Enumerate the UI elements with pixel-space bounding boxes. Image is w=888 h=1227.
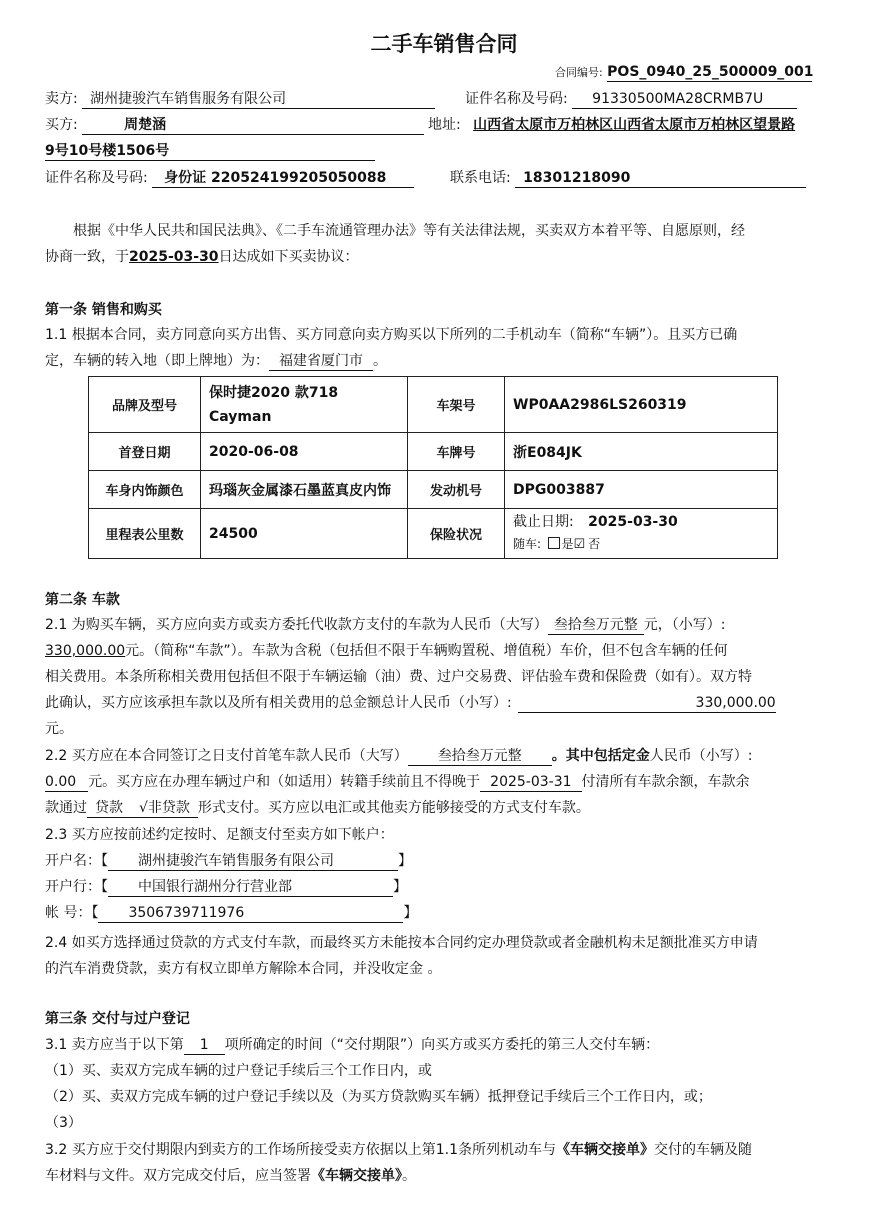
insurance-no-label: 否 <box>588 537 601 551</box>
no-loan-option: √非贷款 <box>131 799 198 818</box>
buyer-label: 买方: <box>45 117 78 133</box>
account-bank-close: 】 <box>393 879 407 895</box>
seller-id: 91330500MA28CRMB7U <box>572 90 797 109</box>
seller-label: 卖方: <box>45 91 78 107</box>
article-2-title: 第二条 车款 <box>45 592 120 608</box>
article-2-4-text-a: 2.4 如买方选择通过贷款的方式支付车款，而最终买方未能按本合同约定办理贷款或者金融机构未足额批准买方申请 <box>45 935 758 951</box>
mileage-label: 里程表公里数 <box>89 509 201 559</box>
buyer-address-row <box>428 115 795 135</box>
deposit-amount: 0.00 <box>45 773 88 792</box>
article-3-1-text-b: 项所确定的时间（“交付期限”）向买方或买方委托的第三人交付车辆： <box>224 1037 660 1053</box>
seller-row <box>45 89 435 109</box>
account-number-row <box>45 903 417 923</box>
vin-value: WP0AA2986LS260319 <box>505 377 778 433</box>
intro-paragraph <box>45 218 825 270</box>
loan-option: 贷款 <box>87 799 131 818</box>
article-3-item-3: （3） <box>45 1115 82 1131</box>
amount-chinese: 叁拾叁万元整 <box>548 616 644 635</box>
account-name-label: 开户名：【 <box>45 853 108 869</box>
engine-label: 发动机号 <box>408 471 505 509</box>
vin-label: 车架号 <box>408 377 505 433</box>
insurance-value <box>505 509 778 559</box>
payment-deadline: 2025-03-31 <box>480 773 581 792</box>
address-part2: 9号10号楼1506号 <box>45 142 375 161</box>
account-number-label: 帐 号：【 <box>45 905 99 921</box>
phone-label: 联系电话: <box>450 170 511 186</box>
account-name: 湖州捷骏汽车销售服务有限公司 <box>108 852 398 871</box>
account-bank-label: 开户行：【 <box>45 879 108 895</box>
article-2-1-text-b: 元，（小写）: <box>643 617 726 633</box>
article-2-2-text-b: 。其中包括定金 <box>551 748 650 764</box>
reg-date-value: 2020-06-08 <box>201 433 408 471</box>
article-2-2-text-e: 付清所有车款余额，车款余 <box>581 774 750 790</box>
contract-number-row <box>555 62 812 83</box>
address-part1: 山西省太原市万柏林区山西省太原市万柏林区望景路 <box>473 117 796 133</box>
delivery-item-number: 1 <box>184 1036 225 1055</box>
engine-value: DPG003887 <box>505 471 778 509</box>
vehicle-info-table <box>88 376 778 559</box>
article-1-title: 第一条 销售和购买 <box>45 302 162 318</box>
intro-text-2: 协商一致，于 <box>45 249 129 265</box>
checkbox-yes-icon <box>548 537 560 549</box>
page-title: 二手车销售合同 <box>370 32 518 56</box>
plate-label: 车牌号 <box>408 433 505 471</box>
article-3-2-text-f: 。 <box>402 1168 416 1184</box>
insurance-yes-label: 是 <box>561 537 574 551</box>
buyer-name: 周楚涵 <box>82 116 424 135</box>
article-2-2-text-a: 2.2 买方应在本合同签订之日支付首笔车款人民币（大写） <box>45 748 408 764</box>
buyer-id-label: 证件名称及号码: <box>45 170 148 186</box>
article-2-1-text-e: 此确认，买方应该承担车款以及所有相关费用的总金额总计人民币（小写）: <box>45 695 512 711</box>
article-2-4-text-b: 的汽车消费贷款，卖方有权立即单方解除本合同，并没收定金 。 <box>45 961 442 977</box>
intro-text-1: 根据《中华人民共和国民法典》、《二手车流通管理办法》等有关法律法规，买卖双方本着平等、自愿原则，经 <box>73 223 745 239</box>
mileage-value: 24500 <box>201 509 408 559</box>
article-3-1 <box>45 1035 659 1055</box>
article-3-1-text-a: 3.1 卖方应当于以下第 <box>45 1037 184 1053</box>
first-payment-chinese: 叁拾叁万元整 <box>408 747 552 766</box>
article-2-1-text-f: 元。 <box>45 721 73 737</box>
brand-value: 保时捷2020 款718 Cayman <box>201 377 408 433</box>
article-3-2 <box>45 1137 825 1189</box>
article-3-item-2: （2）买、卖双方完成车辆的过户登记手续以及（为买方贷款购买车辆）抵押登记手续后三个工作日内，或； <box>45 1089 712 1105</box>
contract-number: POS_0940_25_500009_001 <box>607 64 814 80</box>
article-2-3: 2.3 买方应按前述约定按时、足额支付至卖方如下帐户： <box>45 827 394 843</box>
article-1-1-text-b: 定，车辆的转入地（即上牌地）为： <box>45 353 269 369</box>
brand-label: 品牌及型号 <box>89 377 201 433</box>
handover-form-2: 《车辆交接单》 <box>311 1168 402 1184</box>
account-number-close: 】 <box>403 905 418 921</box>
account-bank: 中国银行湖州分行营业部 <box>108 878 393 897</box>
article-2-1-text-c: 元。（简称“车款”）。车款为含税（包括但不限于车辆购置税、增值税）车价，但不包含车辆的任何 <box>125 643 728 659</box>
seller-id-label: 证件名称及号码: <box>465 91 568 107</box>
insurance-end-date: 2025-03-30 <box>588 514 678 530</box>
plate-value: 浙E084JK <box>505 433 778 471</box>
checkbox-checked-icon: ☑ <box>573 537 586 552</box>
article-1-1: 1.1 根据本合同，卖方同意向买方出售、买方同意向卖方购买以下所列的二手机动车（简称“车辆”）。且买方已确 定，车辆的转入地（即上牌地）为： 福建省厦门市 。 <box>45 327 738 369</box>
article-2-2-text-c: 人民币（小写）: <box>649 748 753 764</box>
article-3-title: 第三条 交付与过户登记 <box>45 1011 190 1027</box>
amount-number: 330,000.00 <box>45 643 126 659</box>
article-2-2 <box>45 743 825 821</box>
account-name-close: 】 <box>398 853 412 869</box>
intro-text-3: 日达成如下买卖协议： <box>218 249 359 265</box>
address-label: 地址: <box>428 117 461 133</box>
article-3-2-text-a: 3.2 买方应于交付期限内到卖方的工作场所接受卖方依据以上第1.1条所列机动车与 <box>45 1142 556 1158</box>
account-bank-row <box>45 877 407 897</box>
article-2-2-text-f: 款通过 <box>45 800 87 816</box>
address-continued-row <box>45 141 375 161</box>
article-1-1-text-a: 1.1 根据本合同，卖方同意向买方出售、买方同意向卖方购买以下所列的二手机动车（简称“车辆”）。且买方已确 <box>45 327 738 343</box>
insurance-label: 保险状况 <box>408 509 505 559</box>
article-3-2-text-c: 交付的车辆及随 <box>653 1142 752 1158</box>
reg-date-label: 首登日期 <box>89 433 201 471</box>
account-name-row <box>45 851 412 871</box>
article-2-1-text-a: 2.1 为购买车辆，买方应向卖方或卖方委托代收款方支付的车款为人民币（大写） <box>45 617 548 633</box>
transfer-place: 福建省厦门市 <box>269 352 373 371</box>
buyer-id-row <box>45 168 414 188</box>
total-amount: 330,000.00 <box>518 694 776 713</box>
contract-number-label: 合同编号: <box>555 66 603 79</box>
article-3-2-text-d: 车材料与文件。双方完成交付后，应当签署 <box>45 1168 311 1184</box>
article-3-item-1: （1）买、卖双方完成车辆的过户登记手续后三个工作日内，或 <box>45 1063 432 1079</box>
phone-number: 18301218090 <box>515 169 806 188</box>
article-2-2-text-d: 元。买方应在办理车辆过户和（如适用）转籍手续前且不得晚于 <box>88 774 481 790</box>
insurance-end-label: 截止日期: <box>513 514 574 530</box>
buyer-row <box>45 115 424 135</box>
handover-form-1: 《车辆交接单》 <box>555 1142 654 1158</box>
article-2-2-text-g: 形式支付。买方应以电汇或其他卖方能够接受的方式支付车款。 <box>197 800 590 816</box>
seller-id-row <box>465 89 797 109</box>
color-value: 玛瑙灰金属漆石墨蓝真皮内饰 <box>201 471 408 509</box>
intro-date: 2025-03-30 <box>129 249 219 265</box>
phone-row <box>450 168 806 188</box>
article-2-4 <box>45 930 825 982</box>
article-2-1-text-d: 相关费用。本条所称相关费用包括但不限于车辆运输（油）费、过户交易费、评估验车费和保险费（如有）。双方特 <box>45 669 752 685</box>
buyer-id: 身份证 220524199205050088 <box>152 169 414 188</box>
insurance-follow-label: 随车: <box>513 537 542 551</box>
article-2-1 <box>45 612 825 742</box>
account-number: 3506739711976 <box>98 904 403 923</box>
seller-name: 湖州捷骏汽车销售服务有限公司 <box>82 90 435 109</box>
color-label: 车身内饰颜色 <box>89 471 201 509</box>
